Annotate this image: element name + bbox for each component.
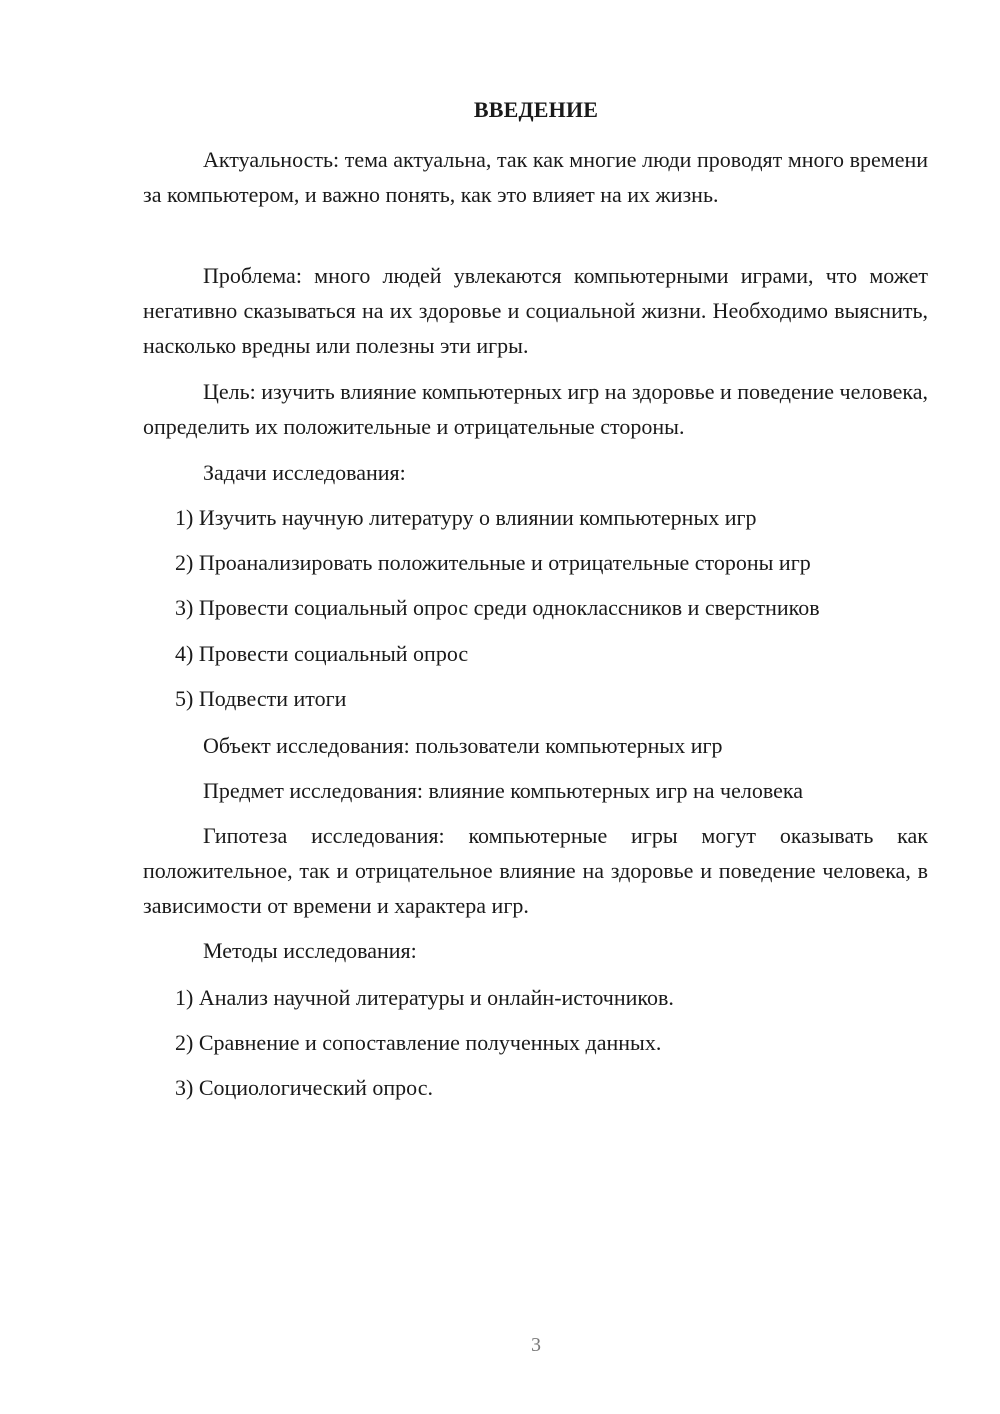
object-line: Объект исследования: пользователи компьютерных игр: [203, 733, 723, 758]
relevance-paragraph: Актуальность: тема актуальна, так как многие люди проводят много времени за компьютером, и важно понять, как это влияет на их жизнь.: [143, 147, 928, 207]
task-item: 3) Провести социальный опрос среди одноклассников и сверстников: [175, 595, 820, 620]
task-item: 1) Изучить научную литературу о влиянии компьютерных игр: [175, 505, 757, 530]
goal-paragraph: Цель: изучить влияние компьютерных игр на здоровье и поведение человека, определить их положительные и отрицательные стороны.: [143, 379, 929, 439]
hypothesis-paragraph: Гипотеза исследования: компьютерные игры могут оказывать как положительное, так и отрицательное влияние на здоровье и поведение человека, в зависимости от времени и характера игр.: [143, 823, 928, 918]
tasks-heading: Задачи исследования:: [203, 460, 406, 485]
problem-paragraph: Проблема: много людей увлекаются компьютерными играми, что может негативно сказываться на их здоровье и социальной жизни. Необходимо выяснить, насколько вредны или полезны эти игры.: [143, 263, 928, 358]
page-number: 3: [531, 1334, 541, 1356]
method-item: 2) Сравнение и сопоставление полученных данных.: [175, 1030, 662, 1055]
subject-line: Предмет исследования: влияние компьютерных игр на человека: [203, 778, 803, 803]
task-item: 2) Проанализировать положительные и отрицательные стороны игр: [175, 550, 811, 575]
section-title: ВВЕДЕНИЕ: [473, 97, 599, 122]
task-item: 5) Подвести итоги: [175, 686, 347, 711]
task-item: 4) Провести социальный опрос: [175, 641, 469, 666]
methods-heading: Методы исследования:: [203, 938, 417, 963]
method-item: 1) Анализ научной литературы и онлайн-источников.: [175, 985, 674, 1010]
method-item: 3) Социологический опрос.: [175, 1075, 433, 1100]
